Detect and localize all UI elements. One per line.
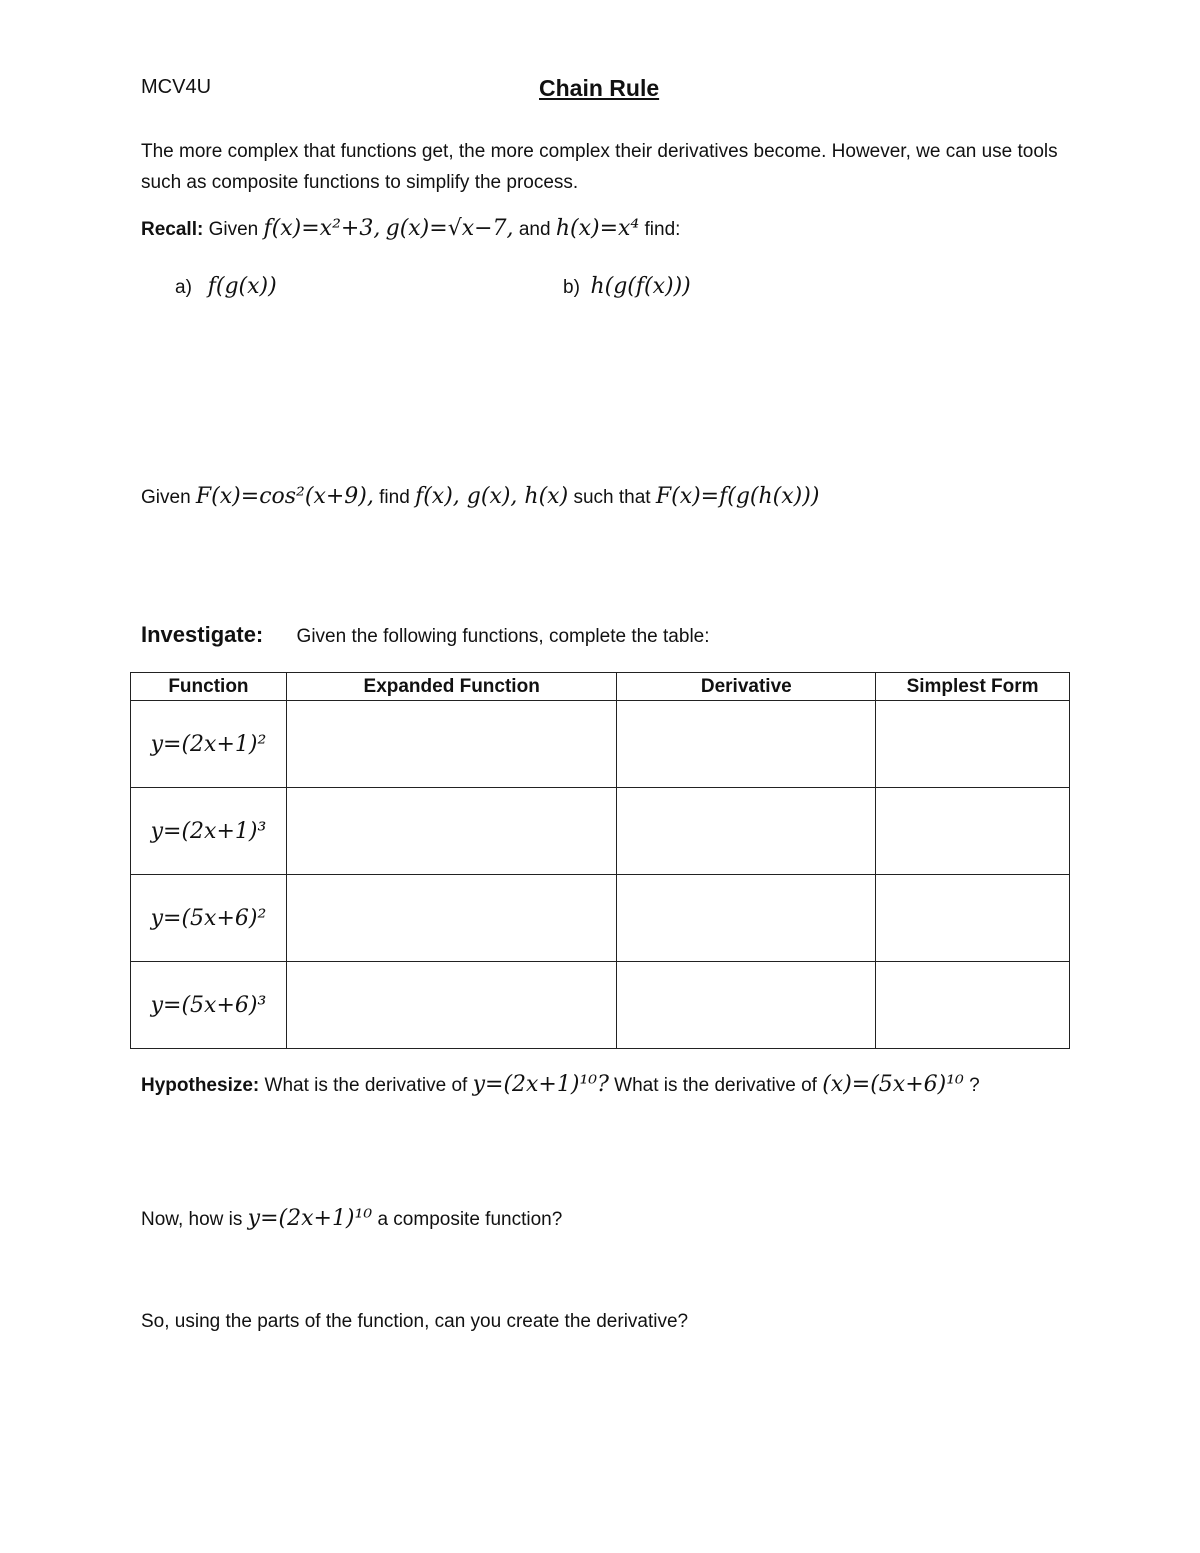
table-row xyxy=(131,962,1070,1049)
simplest-form-cell[interactable] xyxy=(876,875,1070,962)
composite-question xyxy=(141,484,819,509)
derivative-table xyxy=(130,672,1070,1049)
composite-prompt xyxy=(141,1206,562,1231)
now-text-after: a composite function? xyxy=(377,1209,563,1230)
expanded-cell[interactable] xyxy=(286,962,617,1049)
hypothesize-q1-text: What is the derivative of xyxy=(264,1075,468,1096)
composite-given: Given xyxy=(141,487,191,508)
column-header-simplest: Simplest Form xyxy=(876,673,1070,701)
simplest-form-cell[interactable] xyxy=(876,962,1070,1049)
hypothesize-q2-end: ? xyxy=(969,1075,980,1096)
derivative-prompt: So, using the parts of the function, can you create the derivative? xyxy=(141,1311,689,1332)
function-cell: y=(5x+6)³ xyxy=(131,962,287,1049)
simplest-form-cell[interactable] xyxy=(876,788,1070,875)
hypothesize-label: Hypothesize: xyxy=(141,1075,260,1096)
question-b-expression: h(g(f(x))) xyxy=(590,274,691,299)
expanded-cell[interactable] xyxy=(286,701,617,788)
function-cell: y=(5x+6)² xyxy=(131,875,287,962)
composite-parts: f(x), g(x), h(x) xyxy=(415,484,569,509)
table-row xyxy=(131,701,1070,788)
hypothesize-q2-text: What is the derivative of xyxy=(614,1075,817,1096)
investigate-line xyxy=(141,622,710,648)
expanded-cell[interactable] xyxy=(286,788,617,875)
question-b xyxy=(563,274,691,299)
composite-such-that: such that xyxy=(573,487,651,508)
question-b-label: b) xyxy=(563,277,580,298)
investigate-label: Investigate: xyxy=(141,622,264,647)
g-definition: g(x)=√x−7, xyxy=(385,216,514,241)
page-title: Chain Rule xyxy=(539,75,660,101)
composite-find: find xyxy=(379,487,410,508)
hypothesize-line xyxy=(141,1072,980,1097)
simplest-form-cell[interactable] xyxy=(876,701,1070,788)
derivative-cell[interactable] xyxy=(617,701,876,788)
expanded-cell[interactable] xyxy=(286,875,617,962)
column-header-expanded: Expanded Function xyxy=(286,673,617,701)
function-cell: y=(2x+1)² xyxy=(131,701,287,788)
function-cell: y=(2x+1)³ xyxy=(131,788,287,875)
table-header-row xyxy=(131,673,1070,701)
column-header-function: Function xyxy=(131,673,287,701)
intro-paragraph: The more complex that functions get, the more complex their derivatives become. However, we can use tools such as composite functions to simplify the process. xyxy=(141,141,1058,193)
F-definition: F(x)=cos²(x+9), xyxy=(195,484,374,509)
question-a xyxy=(175,274,277,299)
hypothesize-q1-expression: y=(2x+1)¹⁰? xyxy=(472,1072,609,1097)
question-a-expression: f(g(x)) xyxy=(207,274,277,299)
recall-line xyxy=(141,216,680,241)
table-row xyxy=(131,788,1070,875)
investigate-instruction: Given the following functions, complete the table: xyxy=(296,626,710,647)
now-expression: y=(2x+1)¹⁰ xyxy=(247,1206,373,1231)
derivative-cell[interactable] xyxy=(617,962,876,1049)
question-a-label: a) xyxy=(175,277,192,298)
table-row xyxy=(131,875,1070,962)
recall-label: Recall: xyxy=(141,219,204,240)
recall-find: find: xyxy=(644,219,681,240)
f-definition: f(x)=x²+3, xyxy=(263,216,381,241)
F-composition: F(x)=f(g(h(x))) xyxy=(655,484,820,509)
column-header-derivative: Derivative xyxy=(617,673,876,701)
recall-and: and xyxy=(518,219,551,240)
hypothesize-q2-expression: (x)=(5x+6)¹⁰ xyxy=(822,1072,964,1097)
derivative-cell[interactable] xyxy=(617,788,876,875)
course-code: MCV4U xyxy=(141,76,212,98)
derivative-cell[interactable] xyxy=(617,875,876,962)
now-text-before: Now, how is xyxy=(141,1209,243,1230)
recall-given: Given xyxy=(208,219,259,240)
h-definition: h(x)=x⁴ xyxy=(555,216,640,241)
